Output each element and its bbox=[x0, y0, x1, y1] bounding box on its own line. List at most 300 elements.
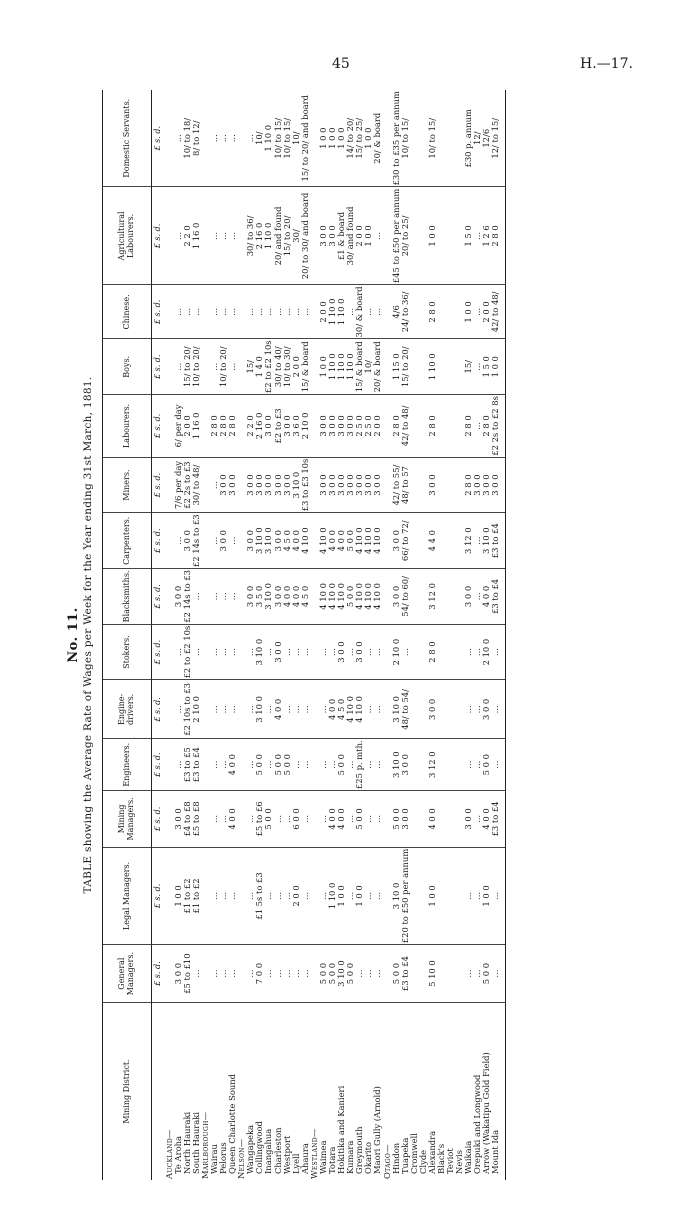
wage-cell: ... bbox=[174, 513, 183, 569]
wage-cell: 1 0 0 bbox=[337, 90, 346, 187]
wage-cell: 2 8 0 bbox=[464, 395, 473, 458]
wage-cell: ... bbox=[473, 791, 482, 848]
wage-cell: 3 0 0 bbox=[183, 513, 192, 569]
district-name: Greymouth bbox=[354, 1126, 365, 1174]
wage-cell: 3 0 0 bbox=[274, 624, 283, 680]
district-name: Totara bbox=[327, 1146, 338, 1174]
wage-cell: ... bbox=[364, 285, 373, 339]
wage-cell: 4 10 0 bbox=[337, 569, 346, 625]
wage-cell: 1 10 0 bbox=[328, 847, 337, 944]
wage-cell: ... bbox=[228, 339, 237, 395]
unit-cell: £ s. d. bbox=[152, 791, 165, 848]
wage-cell: 3 0 0 bbox=[246, 569, 255, 625]
table-row bbox=[491, 90, 505, 1180]
wage-cell: 4 0 0 bbox=[228, 739, 237, 791]
wage-cell: ... bbox=[192, 945, 201, 1003]
district-name: South Hauraki bbox=[190, 1111, 201, 1174]
wage-cell: ... bbox=[373, 624, 382, 680]
wage-cell: £2 to £3 bbox=[274, 395, 283, 458]
district-name: Clyde bbox=[417, 1149, 428, 1174]
wage-cell: 4/6 bbox=[392, 285, 401, 339]
wage-cell: ... bbox=[219, 739, 228, 791]
table-row bbox=[201, 90, 210, 1180]
wage-cell: 4 10 0 bbox=[373, 569, 382, 625]
wage-cell: ... bbox=[174, 339, 183, 395]
table-row bbox=[428, 90, 437, 1180]
wage-cell: 14/ to 20/ bbox=[346, 90, 355, 187]
column-header: Legal Managers. bbox=[103, 847, 152, 944]
wage-cell: ... bbox=[192, 285, 201, 339]
district-name: Okarito bbox=[363, 1141, 374, 1174]
district-name: Charleston bbox=[272, 1127, 283, 1174]
wage-cell: 5 10 0 bbox=[428, 945, 437, 1003]
wage-cell bbox=[446, 90, 455, 187]
wage-cell: 2 10 0 bbox=[482, 624, 491, 680]
wage-cell: ... bbox=[228, 680, 237, 739]
wage-cell: ... bbox=[174, 680, 183, 739]
wage-cell: 4 0 0 bbox=[292, 569, 301, 625]
wage-cell: £3 to £5 bbox=[183, 739, 192, 791]
wage-cell: 3 0 0 bbox=[174, 791, 183, 848]
wage-cell: 2 5 0 bbox=[355, 395, 364, 458]
wage-cell: ... bbox=[219, 285, 228, 339]
wage-cell: ... bbox=[292, 624, 301, 680]
region-label: Nelson— bbox=[236, 1138, 247, 1179]
wage-cell: 48/ to 54/ bbox=[401, 680, 410, 739]
column-header: Engineers. bbox=[103, 739, 152, 791]
wage-cell: 10/ to 20/ bbox=[192, 339, 201, 395]
wage-cell bbox=[410, 395, 419, 458]
wage-cell: 1 0 0 bbox=[482, 847, 491, 944]
wage-cell: ... bbox=[246, 847, 255, 944]
wage-cell: ... bbox=[491, 739, 505, 791]
wage-cell: ... bbox=[246, 791, 255, 848]
wage-cell bbox=[410, 945, 419, 1003]
wage-cell: ... bbox=[464, 945, 473, 1003]
wage-cell: ... bbox=[228, 945, 237, 1003]
wage-cell: ... bbox=[464, 847, 473, 944]
wage-cell: ... bbox=[264, 739, 273, 791]
wage-cell: 7 0 0 bbox=[255, 945, 264, 1003]
wage-cell: £3 to £3 10s bbox=[299, 458, 310, 512]
wage-cell: 4 0 0 bbox=[482, 569, 491, 625]
wage-cell: 12/ bbox=[473, 90, 482, 187]
wage-cell: 1 0 0 bbox=[491, 339, 505, 395]
wage-cell bbox=[437, 945, 446, 1003]
wage-cell: ... bbox=[210, 945, 219, 1003]
district-name: Collingwood bbox=[254, 1121, 265, 1174]
wage-cell: ... bbox=[401, 624, 410, 680]
wage-cell: £3 to £4 bbox=[491, 569, 505, 625]
wage-cell: ... bbox=[473, 513, 482, 569]
wage-cell: ... bbox=[192, 624, 201, 680]
district-name: Nevis bbox=[454, 1150, 465, 1174]
district-name: Mount Ida bbox=[491, 1003, 505, 1181]
wage-cell: ... bbox=[292, 680, 301, 739]
wage-cell: 15/ & board bbox=[301, 339, 310, 395]
wage-cell: ... bbox=[255, 285, 264, 339]
wage-cell: ... bbox=[219, 569, 228, 625]
wage-cell: 3 0 0 bbox=[228, 457, 237, 513]
wage-cell: £2 14s to £3 bbox=[190, 514, 201, 568]
wage-cell bbox=[446, 791, 455, 848]
wage-cell: 1 0 0 bbox=[364, 187, 373, 285]
wage-cell: 4 0 0 bbox=[337, 513, 346, 569]
wage-cell: ... bbox=[491, 624, 505, 680]
wage-cell: 10/ bbox=[292, 90, 301, 187]
wage-cell: 6/ per day bbox=[174, 395, 183, 458]
wage-cell: 3 0 0 bbox=[274, 569, 283, 625]
district-name: Waimea bbox=[317, 1140, 328, 1174]
wage-cell: 5 0 0 bbox=[328, 945, 337, 1003]
wage-cell: 5 0 0 bbox=[482, 945, 491, 1003]
table-row bbox=[165, 90, 174, 1180]
wage-cell: 10/ to 15/ bbox=[428, 90, 437, 187]
table-row bbox=[437, 90, 446, 1180]
unit-cell: £ s. d. bbox=[152, 395, 165, 458]
unit-cell: £ s. d. bbox=[152, 90, 165, 187]
wage-cell: 4 0 0 bbox=[328, 513, 337, 569]
wage-cell: ... bbox=[364, 624, 373, 680]
district-name: Arrow (Wakatipu Gold Field) bbox=[481, 1052, 492, 1174]
wage-cell: 20/ & board bbox=[373, 339, 382, 395]
wage-cell: 3 0 0 bbox=[174, 569, 183, 625]
wage-cell: 2 8 0 bbox=[428, 624, 437, 680]
wage-cell bbox=[410, 513, 419, 569]
wage-cell: 2 16 0 bbox=[255, 187, 264, 285]
column-header: Agricultural Labourers. bbox=[103, 187, 152, 285]
wage-cell: ... bbox=[373, 739, 382, 791]
region-label: Westland— bbox=[308, 1128, 319, 1179]
wage-cell: ... bbox=[491, 945, 505, 1003]
wage-cell: ... bbox=[301, 285, 310, 339]
wage-cell: 4 10 0 bbox=[319, 513, 328, 569]
wage-cell: ... bbox=[301, 847, 310, 944]
wage-cell: 2 0 0 bbox=[355, 187, 364, 285]
wage-cell: ... bbox=[228, 513, 237, 569]
wage-cell bbox=[437, 680, 446, 739]
wage-cell: 5 0 0 bbox=[346, 945, 355, 1003]
wage-cell bbox=[410, 791, 419, 848]
district-name: Queen Charlotte Sound bbox=[227, 1073, 238, 1174]
wage-cell: 4 0 0 bbox=[328, 680, 337, 739]
wage-cell: 4 5 0 bbox=[301, 569, 310, 625]
wage-cell: 3 0 0 bbox=[319, 395, 328, 458]
wage-cell: 2 5 0 bbox=[364, 395, 373, 458]
region-label: Marlborough— bbox=[199, 1111, 210, 1179]
wage-cell: £5 to £6 bbox=[255, 791, 264, 848]
wage-cell bbox=[437, 90, 446, 187]
wage-cell bbox=[410, 739, 419, 791]
wage-cell: ... bbox=[246, 680, 255, 739]
wage-cell bbox=[437, 624, 446, 680]
wage-cell: ... bbox=[219, 624, 228, 680]
wage-cell: 1 10 0 bbox=[346, 339, 355, 395]
table-row bbox=[401, 90, 410, 1180]
wage-cell: 3 0 0 bbox=[346, 457, 355, 513]
unit-cell: £ s. d. bbox=[152, 513, 165, 569]
wage-cell: 20/ to 25/ bbox=[401, 187, 410, 285]
wage-cell: 10/ bbox=[364, 339, 373, 395]
unit-cell: £ s. d. bbox=[152, 569, 165, 625]
wage-cell: 1 5 0 bbox=[464, 187, 473, 285]
wage-cell: 1 0 0 bbox=[364, 90, 373, 187]
column-header: Boys. bbox=[103, 339, 152, 395]
wage-cell: 10/ to 18/ bbox=[183, 90, 192, 187]
wage-cell: ... bbox=[373, 945, 382, 1003]
table-row bbox=[246, 90, 255, 1180]
table-row bbox=[346, 90, 355, 1180]
wage-cell: 15/ bbox=[464, 339, 473, 395]
wage-cell: 2 8 0 bbox=[482, 395, 491, 458]
table-row bbox=[355, 90, 364, 1180]
table-body bbox=[152, 90, 506, 1180]
wage-cell: ... bbox=[274, 285, 283, 339]
column-header: Engine-drivers. bbox=[103, 680, 152, 739]
wage-cell: 5 0 0 bbox=[392, 791, 401, 848]
wage-cell: 4 10 0 bbox=[355, 680, 364, 739]
wage-cell: 3 0 0 bbox=[283, 457, 292, 513]
wage-cell: 2 8 0 bbox=[491, 187, 505, 285]
unit-cell: £ s. d. bbox=[152, 339, 165, 395]
wage-cell: 3 0 0 bbox=[264, 395, 273, 458]
table-row bbox=[183, 90, 192, 1180]
wage-cell: ... bbox=[473, 945, 482, 1003]
wage-cell bbox=[437, 569, 446, 625]
wage-cell: 2 0 0 bbox=[183, 395, 192, 458]
wage-cell: 15/ to 20/ bbox=[401, 339, 410, 395]
wage-cell: 4 0 0 bbox=[328, 791, 337, 848]
wage-cell: 5 0 0 bbox=[283, 739, 292, 791]
wage-cell: 20/ & board bbox=[373, 90, 382, 187]
wage-cell: 3 0 0 bbox=[482, 457, 491, 513]
wage-cell: ... bbox=[174, 624, 183, 680]
wage-cell: 3 10 0 bbox=[264, 569, 273, 625]
wage-cell: ... bbox=[364, 791, 373, 848]
wage-cell: ... bbox=[264, 680, 273, 739]
table-row bbox=[228, 90, 237, 1180]
wage-cell: 10/ to 20/ bbox=[219, 339, 228, 395]
table-number: No. 11. bbox=[66, 607, 81, 663]
wage-cell: ... bbox=[364, 847, 373, 944]
wage-cell: 42/ to 48/ bbox=[401, 395, 410, 458]
table-row bbox=[455, 90, 464, 1180]
wage-cell: 1 0 0 bbox=[328, 90, 337, 187]
table-title: TABLE showing the Average Rate of Wages per Week for the Year ending 31st March, 1881. bbox=[82, 376, 94, 894]
wage-cell: 2 0 0 bbox=[319, 285, 328, 339]
wage-cell: 3 5 0 bbox=[255, 569, 264, 625]
wage-cell: ... bbox=[246, 945, 255, 1003]
wage-cell: 5 0 0 bbox=[482, 739, 491, 791]
wage-cell: 2 0 0 bbox=[373, 395, 382, 458]
wage-cell: 1 0 0 bbox=[174, 847, 183, 944]
wage-cell bbox=[446, 680, 455, 739]
wage-cell: ... bbox=[174, 187, 183, 285]
wage-cell: ... bbox=[246, 90, 255, 187]
unit-cell bbox=[152, 1003, 165, 1181]
wage-cell: 3 0 0 bbox=[355, 457, 364, 513]
wage-cell: 5 0 0 bbox=[346, 569, 355, 625]
wage-cell: £2 10s to £3 bbox=[183, 680, 192, 739]
district-name: Ahaura bbox=[299, 1143, 310, 1174]
district-name: Pelorus bbox=[218, 1142, 229, 1174]
table-row bbox=[419, 90, 428, 1180]
wage-cell: ... bbox=[210, 847, 219, 944]
wage-cell: 3 0 0 bbox=[401, 739, 410, 791]
wage-cell: 4 10 0 bbox=[364, 569, 373, 625]
wage-cell: 3 0 0 bbox=[328, 457, 337, 513]
wage-cell bbox=[410, 90, 419, 187]
wage-cell: ... bbox=[210, 624, 219, 680]
wage-cell: ... bbox=[346, 739, 355, 791]
wage-cell: 42/ to 55/ bbox=[392, 457, 401, 513]
wage-cell: £4 to £8 bbox=[183, 791, 192, 848]
wage-cell: 4 10 0 bbox=[328, 569, 337, 625]
wage-cell: ... bbox=[246, 285, 255, 339]
column-header: Mining Managers. bbox=[103, 791, 152, 848]
wage-cell: ... bbox=[491, 680, 505, 739]
wage-cell: 3 0 0 bbox=[337, 624, 346, 680]
wage-cell: 10/ bbox=[255, 90, 264, 187]
wage-cell: 54/ to 60/ bbox=[401, 569, 410, 625]
wage-cell: ... bbox=[319, 847, 328, 944]
wage-cell: ... bbox=[219, 791, 228, 848]
wage-cell: 2 10 0 bbox=[301, 395, 310, 458]
wage-cell: ... bbox=[228, 847, 237, 944]
wage-cell: 3 10 0 bbox=[255, 624, 264, 680]
wage-cell: ... bbox=[319, 680, 328, 739]
wage-cell bbox=[437, 457, 446, 513]
wage-cell: ... bbox=[246, 739, 255, 791]
wage-cell: ... bbox=[183, 285, 192, 339]
wage-cell: ... bbox=[355, 945, 364, 1003]
wage-cell: 4 0 0 bbox=[428, 791, 437, 848]
wage-cell: 3 0 0 bbox=[473, 457, 482, 513]
wage-cell bbox=[410, 680, 419, 739]
wage-cell: 15/ to 25/ bbox=[355, 90, 364, 187]
wage-cell bbox=[437, 847, 446, 944]
wage-cell: ... bbox=[346, 285, 355, 339]
wage-cell: ... bbox=[346, 624, 355, 680]
wage-cell: 1 10 0 bbox=[328, 285, 337, 339]
wage-cell: 5 0 0 bbox=[392, 945, 401, 1003]
wage-cell bbox=[410, 339, 419, 395]
wage-cell: ... bbox=[301, 791, 310, 848]
wage-cell: ... bbox=[219, 945, 228, 1003]
wage-cell: ... bbox=[464, 680, 473, 739]
wage-cell: 3 0 0 bbox=[255, 457, 264, 513]
wage-cell bbox=[410, 187, 419, 285]
wages-table bbox=[102, 90, 506, 1180]
wage-cell: £2 14s to £3 bbox=[181, 570, 192, 623]
wage-cell: 12/6 bbox=[482, 90, 491, 187]
wage-cell: £45 to £50 per annum bbox=[390, 188, 401, 284]
wage-cell: ... bbox=[210, 339, 219, 395]
wage-cell: 1 0 0 bbox=[337, 847, 346, 944]
wage-cell: 3 0 0 bbox=[482, 680, 491, 739]
wage-cell bbox=[446, 847, 455, 944]
wage-cell: 1 0 0 bbox=[319, 90, 328, 187]
wage-cell bbox=[410, 569, 419, 625]
wage-cell: ... bbox=[274, 847, 283, 944]
district-name: Kumara bbox=[345, 1140, 356, 1174]
wage-cell: 3 6 0 bbox=[292, 395, 301, 458]
wage-cell: 10/ to 15/ bbox=[274, 90, 283, 187]
unit-cell: £ s. d. bbox=[152, 187, 165, 285]
wage-cell: ... bbox=[373, 847, 382, 944]
wage-cell: 3 0 0 bbox=[428, 457, 437, 513]
unit-cell: £ s. d. bbox=[152, 739, 165, 791]
column-header: Labourers. bbox=[103, 395, 152, 458]
column-header: Domestic Servants. bbox=[103, 90, 152, 187]
table-row bbox=[219, 90, 228, 1180]
wage-cell: 3 0 0 bbox=[219, 457, 228, 513]
wage-cell: ... bbox=[373, 285, 382, 339]
wage-cell: 24/ to 36/ bbox=[401, 285, 410, 339]
wage-cell: 4 10 0 bbox=[319, 569, 328, 625]
wage-cell: 5 0 0 bbox=[337, 739, 346, 791]
wage-cell: £1 to £2 bbox=[192, 847, 201, 944]
wage-cell: 1 16 0 bbox=[192, 187, 201, 285]
district-name: North Hauraki bbox=[181, 1111, 192, 1174]
wage-cell: ... bbox=[491, 847, 505, 944]
wage-cell bbox=[437, 739, 446, 791]
wage-cell: ... bbox=[301, 624, 310, 680]
wage-cell: ... bbox=[473, 339, 482, 395]
wage-cell: 4 5 0 bbox=[337, 680, 346, 739]
wage-cell: 3 10 0 bbox=[392, 847, 401, 944]
wage-cell: 3 0 0 bbox=[246, 457, 255, 513]
units-row bbox=[152, 90, 165, 1180]
wage-cell: 1 10 0 bbox=[264, 187, 273, 285]
unit-cell: £ s. d. bbox=[152, 457, 165, 513]
wage-cell: ... bbox=[373, 187, 382, 285]
wage-cell: 4 0 0 bbox=[337, 791, 346, 848]
wage-cell: ... bbox=[174, 90, 183, 187]
wage-cell: ... bbox=[274, 791, 283, 848]
wage-cell: ... bbox=[473, 847, 482, 944]
wage-cell: ... bbox=[364, 945, 373, 1003]
wage-cell bbox=[446, 457, 455, 513]
wage-cell: ... bbox=[473, 739, 482, 791]
district-name: Tuapeka bbox=[399, 1137, 410, 1174]
district-name: Maori Gully (Arnold) bbox=[372, 1086, 383, 1174]
wage-cell: 5 0 0 bbox=[274, 739, 283, 791]
wage-cell: ... bbox=[473, 395, 482, 458]
wage-cell: 1 10 0 bbox=[428, 339, 437, 395]
wage-cell: £3 to £4 bbox=[491, 513, 505, 569]
wage-cell: 20/ and found bbox=[274, 187, 283, 285]
wage-cell: £2 2s to £3 bbox=[183, 457, 192, 513]
table-row bbox=[446, 90, 455, 1180]
district-name: Inangahua bbox=[263, 1128, 274, 1174]
wage-cell: 3 0 0 bbox=[274, 513, 283, 569]
wage-cell: 4 10 0 bbox=[355, 569, 364, 625]
wage-cell: 3 10 0 bbox=[392, 739, 401, 791]
wage-cell: 10/ to 30/ bbox=[283, 339, 292, 395]
wage-cell: 3 10 0 bbox=[392, 680, 401, 739]
unit-cell: £ s. d. bbox=[152, 847, 165, 944]
document-code: H.—17. bbox=[580, 56, 633, 72]
wage-cell: 2 0 0 bbox=[482, 285, 491, 339]
wage-cell: ... bbox=[246, 624, 255, 680]
wage-cell: ... bbox=[228, 285, 237, 339]
wage-cell: ... bbox=[264, 624, 273, 680]
wage-cell: 3 0 0 bbox=[328, 395, 337, 458]
wage-cell: ... bbox=[174, 739, 183, 791]
wage-cell: 4 10 0 bbox=[355, 513, 364, 569]
page-number: 45 bbox=[332, 56, 350, 72]
